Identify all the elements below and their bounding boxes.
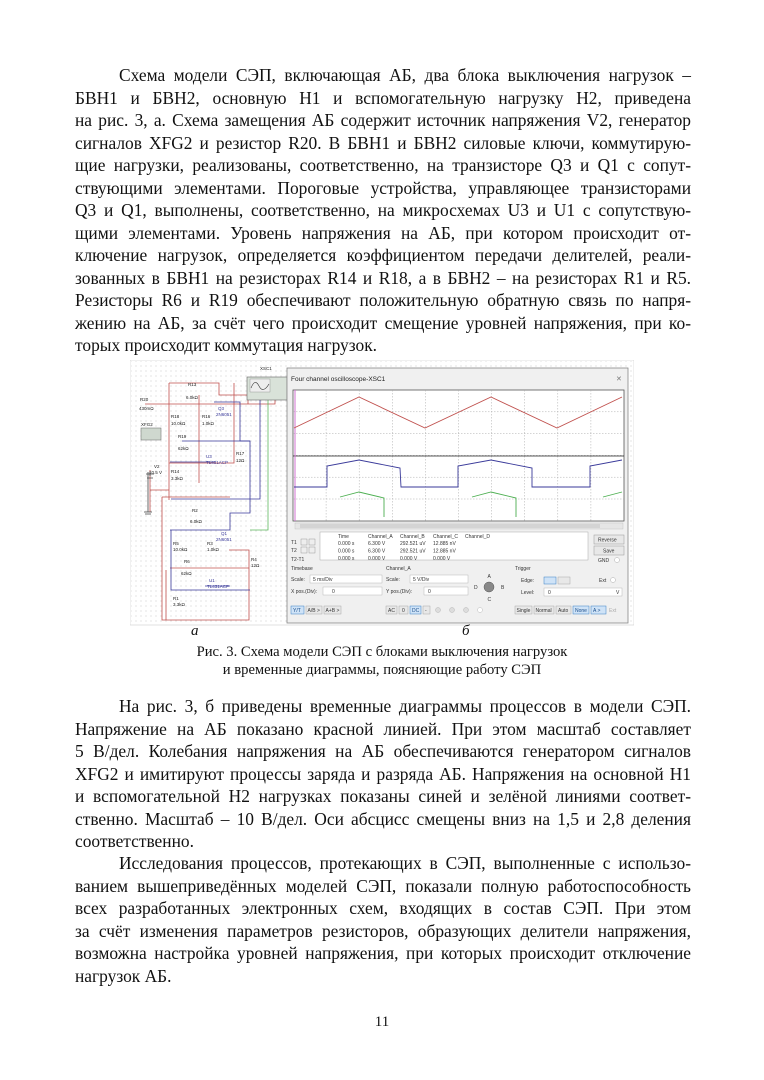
channel-selector-knob[interactable] xyxy=(484,582,494,592)
row-label: T1 xyxy=(291,540,297,546)
component-value: 10.5 V xyxy=(149,470,163,475)
component-name: R3 xyxy=(207,541,213,546)
text-line: Напряжение на АБ показано красной линией. При этом масштаб составляет xyxy=(75,718,691,739)
trigger-title: Trigger xyxy=(515,566,531,572)
invert-label: - xyxy=(425,608,427,614)
component-value: 1.0kΩ xyxy=(207,547,219,552)
component-value: 6.0kΩ xyxy=(186,395,198,400)
text-line: за счёт изменения параметров резисторов, образующих делители напряжения, xyxy=(75,920,691,941)
table-header: Channel_B xyxy=(400,534,425,540)
xsc-label: XSC1 xyxy=(260,366,272,371)
component-name: R5 xyxy=(173,541,179,546)
ab-label: A/B > xyxy=(307,608,320,614)
reverse-label: Reverse xyxy=(598,537,617,544)
text-line: ствующими элементами. Пороговые устройства, управляющее транзисторами xyxy=(75,177,691,198)
t1-left-button[interactable] xyxy=(301,539,307,545)
auto-label: Auto xyxy=(558,608,569,614)
text-line: торых происходит коммутация нагрузок. xyxy=(75,335,378,355)
component-value: 2N6051 xyxy=(216,412,232,417)
level-value: 0 xyxy=(548,590,551,596)
component-name: Q3 xyxy=(218,406,225,411)
figure-caption-line-2: и временные диаграммы, поясняющие работу СЭП xyxy=(222,662,542,678)
text-line: и вспомогательной Н2 нагрузках показаны синей и зелёной линиями соответ- xyxy=(75,786,691,806)
trigger-ext-button[interactable]: Ext xyxy=(609,608,617,614)
timebase-title: Timebase xyxy=(291,566,313,572)
text-line: жению на АБ, за счёт чего происходит смещение уровней напряжения, при ко- xyxy=(75,312,691,333)
component-value: 12Ω xyxy=(236,458,245,463)
table-cell: 292.521 uV xyxy=(400,548,426,555)
component-name: U1 xyxy=(209,578,215,583)
channel-title: Channel_A xyxy=(386,566,411,572)
scrollbar-thumb[interactable] xyxy=(300,524,600,528)
xpos-value: 0 xyxy=(332,589,335,595)
knob-c-label: C xyxy=(487,597,492,603)
trigger-a-label: A > xyxy=(593,608,601,614)
channel-scale-value: 5 V/Div xyxy=(413,577,430,583)
table-cell: 12.885 nV xyxy=(433,541,456,547)
close-icon[interactable]: ✕ xyxy=(616,376,622,383)
table-cell: 0.000 s xyxy=(338,548,355,555)
table-cell: 0.000 s xyxy=(338,556,355,562)
table-cell: 292.521 uV xyxy=(400,541,426,547)
channel-radio-a[interactable] xyxy=(436,608,441,613)
paragraph-3 xyxy=(75,852,691,987)
row-label: T2 xyxy=(291,548,297,554)
component-value: 3.3kΩ xyxy=(173,602,185,607)
none-label: None xyxy=(575,608,587,614)
table-header: Channel_C xyxy=(433,534,459,540)
text-line: сигналов XFG2 и резистор R20. В БВН1 и БВН2 силовые ключи, коммутирую- xyxy=(75,132,691,153)
save-label: Save xyxy=(603,548,615,555)
text-line: щие нагрузки, реализованы, соответственно, на транзисторе Q3 и Q1 с сопут- xyxy=(75,155,691,175)
table-header: Channel_A xyxy=(368,534,393,540)
text-line: нагрузок АБ. xyxy=(75,965,172,986)
component-value: 1.0kΩ xyxy=(202,421,214,426)
timebase-scale-value: 5 ms/Div xyxy=(313,577,333,583)
ypos-value: 0 xyxy=(428,589,431,595)
row-label: T2-T1 xyxy=(291,557,305,563)
text-line: возможна настройка уровней напряжения, при которых происходит отключение xyxy=(75,943,691,963)
component-value: 12Ω xyxy=(251,563,260,568)
table-cell: 6.300 V xyxy=(368,548,386,555)
component-name: R20 xyxy=(140,397,149,402)
table-cell: 6.300 V xyxy=(368,541,386,547)
level-unit: V xyxy=(616,590,620,596)
component-name: R6 xyxy=(184,559,190,564)
component-value: 10.0kΩ xyxy=(171,421,186,426)
figure-caption-line-1: Рис. 3. Схема модели СЭП с блоками выключения нагрузок xyxy=(196,644,568,660)
xpos-label: X pos.(Div): xyxy=(291,589,318,595)
component-value: 62kΩ xyxy=(178,446,189,451)
zero-label: 0 xyxy=(402,608,405,614)
ext-radio[interactable] xyxy=(611,578,616,583)
knob-a-label: A xyxy=(487,574,491,580)
table-cell: 0.000 V xyxy=(400,556,418,562)
a-plus-b-label: A+B > xyxy=(325,608,340,614)
window-title: Four channel oscilloscope-XSC1 xyxy=(291,376,386,383)
component-value: TL431ACP xyxy=(206,460,229,465)
channel-radio-c[interactable] xyxy=(464,608,469,613)
falling-edge-button[interactable] xyxy=(558,577,570,584)
rising-edge-button[interactable] xyxy=(544,577,556,584)
subfigure-label-b: б xyxy=(462,623,470,639)
component-name: R16 xyxy=(202,414,211,419)
text-line: Схема модели СЭП, включающая АБ, два блока выключения нагрузок – xyxy=(119,65,691,85)
component-name: R18 xyxy=(171,414,180,419)
table-cell: 12.885 nV xyxy=(433,548,456,555)
channel-scale-label: Scale: xyxy=(386,577,400,583)
table-cell: 0.000 V xyxy=(433,556,451,562)
knob-d-label: D xyxy=(474,585,478,591)
oscilloscope-window xyxy=(287,368,628,623)
table-cell: 0.000 s xyxy=(338,541,355,547)
paragraph-1 xyxy=(75,64,691,357)
text-line: На рис. 3, б приведены временные диаграммы процессов в модели СЭП. xyxy=(119,696,691,716)
normal-label: Normal xyxy=(535,608,552,614)
text-line: ственно. Масштаб – 10 В/дел. Оси абсцисс смещены вниз на 1,5 и 2,8 деления xyxy=(75,808,691,829)
paragraph-2 xyxy=(75,695,691,853)
function-generator-symbol[interactable] xyxy=(141,428,161,440)
table-header: Channel_D xyxy=(465,534,491,540)
level-input[interactable] xyxy=(544,588,622,596)
t2-right-button[interactable] xyxy=(309,547,315,553)
gnd-radio[interactable] xyxy=(615,558,620,563)
text-line: ключение нагрузок, определяется коэффициентом передачи делителей, реали- xyxy=(75,245,691,265)
component-value: 10.0kΩ xyxy=(173,547,188,552)
component-name: XFG2 xyxy=(141,422,153,427)
component-value: 3.3kΩ xyxy=(171,476,183,481)
dc-label: DC xyxy=(412,608,420,614)
ext-label: Ext xyxy=(599,578,607,584)
text-line: на рис. 3, а. Схема замещения АБ содержит источник напряжения V2, генератор xyxy=(75,110,691,130)
text-line: 5 В/дел. Колебания напряжения на АБ обеспечиваются генератором сигналов xyxy=(75,741,691,761)
component-name: R2 xyxy=(192,508,198,513)
component-value: 62kΩ xyxy=(181,571,192,576)
component-name: V2 xyxy=(154,464,160,469)
figure-3 xyxy=(130,360,634,631)
timebase-scale-label: Scale: xyxy=(291,577,305,583)
component-name: R1 xyxy=(173,596,179,601)
text-line: всех разработанных электронных схем, входящих в состав СЭП. При этом xyxy=(75,898,691,918)
component-value: TL431ACP xyxy=(207,584,230,589)
subfigure-label-a: а xyxy=(191,623,199,639)
component-name: R17 xyxy=(236,451,245,456)
text-line: Резисторы R6 и R19 обеспечивают положительную обратную связь по напря- xyxy=(75,290,691,310)
text-line: XFG2 и имитируют процессы заряда и разряда АБ. Напряжения на основной Н1 xyxy=(75,763,691,784)
level-label: Level: xyxy=(521,590,535,596)
component-name: U3 xyxy=(206,454,212,459)
knob-b-label: B xyxy=(501,585,505,591)
ac-label: AC xyxy=(388,608,395,614)
edge-label: Edge: xyxy=(521,578,535,584)
component-name: Q1 xyxy=(221,531,228,536)
text-line: соответственно. xyxy=(75,831,194,851)
channel-radio-b[interactable] xyxy=(450,608,455,613)
ypos-label: Y pos.(Div): xyxy=(386,589,413,595)
channel-radio-d[interactable] xyxy=(478,608,483,613)
text-line: Q3 и Q1, выполнены, соответственно, на микросхемах U3 и U1 с сопутствую- xyxy=(75,200,691,220)
single-label: Single xyxy=(516,608,531,614)
gnd-label: GND xyxy=(598,558,610,564)
component-name: R13 xyxy=(188,382,197,387)
table-header: Time xyxy=(338,534,349,540)
component-value: 6.0kΩ xyxy=(190,519,202,524)
text-line: Исследования процессов, протекающих в СЭП, выполненные с использо- xyxy=(119,853,691,873)
t1-right-button[interactable] xyxy=(309,539,315,545)
table-cell: 0.000 V xyxy=(368,556,386,562)
component-name: R4 xyxy=(251,557,257,562)
component-name: R19 xyxy=(178,434,187,439)
text-line: ванием вышеприведённых моделей СЭП, показали полную работоспособность xyxy=(75,875,691,896)
text-line: щими элементами. Уровень напряжения на АБ, при котором происходит от- xyxy=(75,222,691,243)
text-line: зованных в БВН1 на резисторах R14 и R18, а в БВН2 – на резисторах R1 и R5. xyxy=(75,267,691,288)
component-name: R14 xyxy=(171,469,180,474)
component-value: 2N6051 xyxy=(216,537,232,542)
text-line: БВН1 и БВН2, основную Н1 и вспомогательную нагрузку Н2, приведена xyxy=(75,87,691,108)
page-number: 11 xyxy=(374,1014,390,1030)
yt-label: Y/T xyxy=(293,608,301,614)
t2-left-button[interactable] xyxy=(301,547,307,553)
component-value: 430mΩ xyxy=(139,406,154,411)
